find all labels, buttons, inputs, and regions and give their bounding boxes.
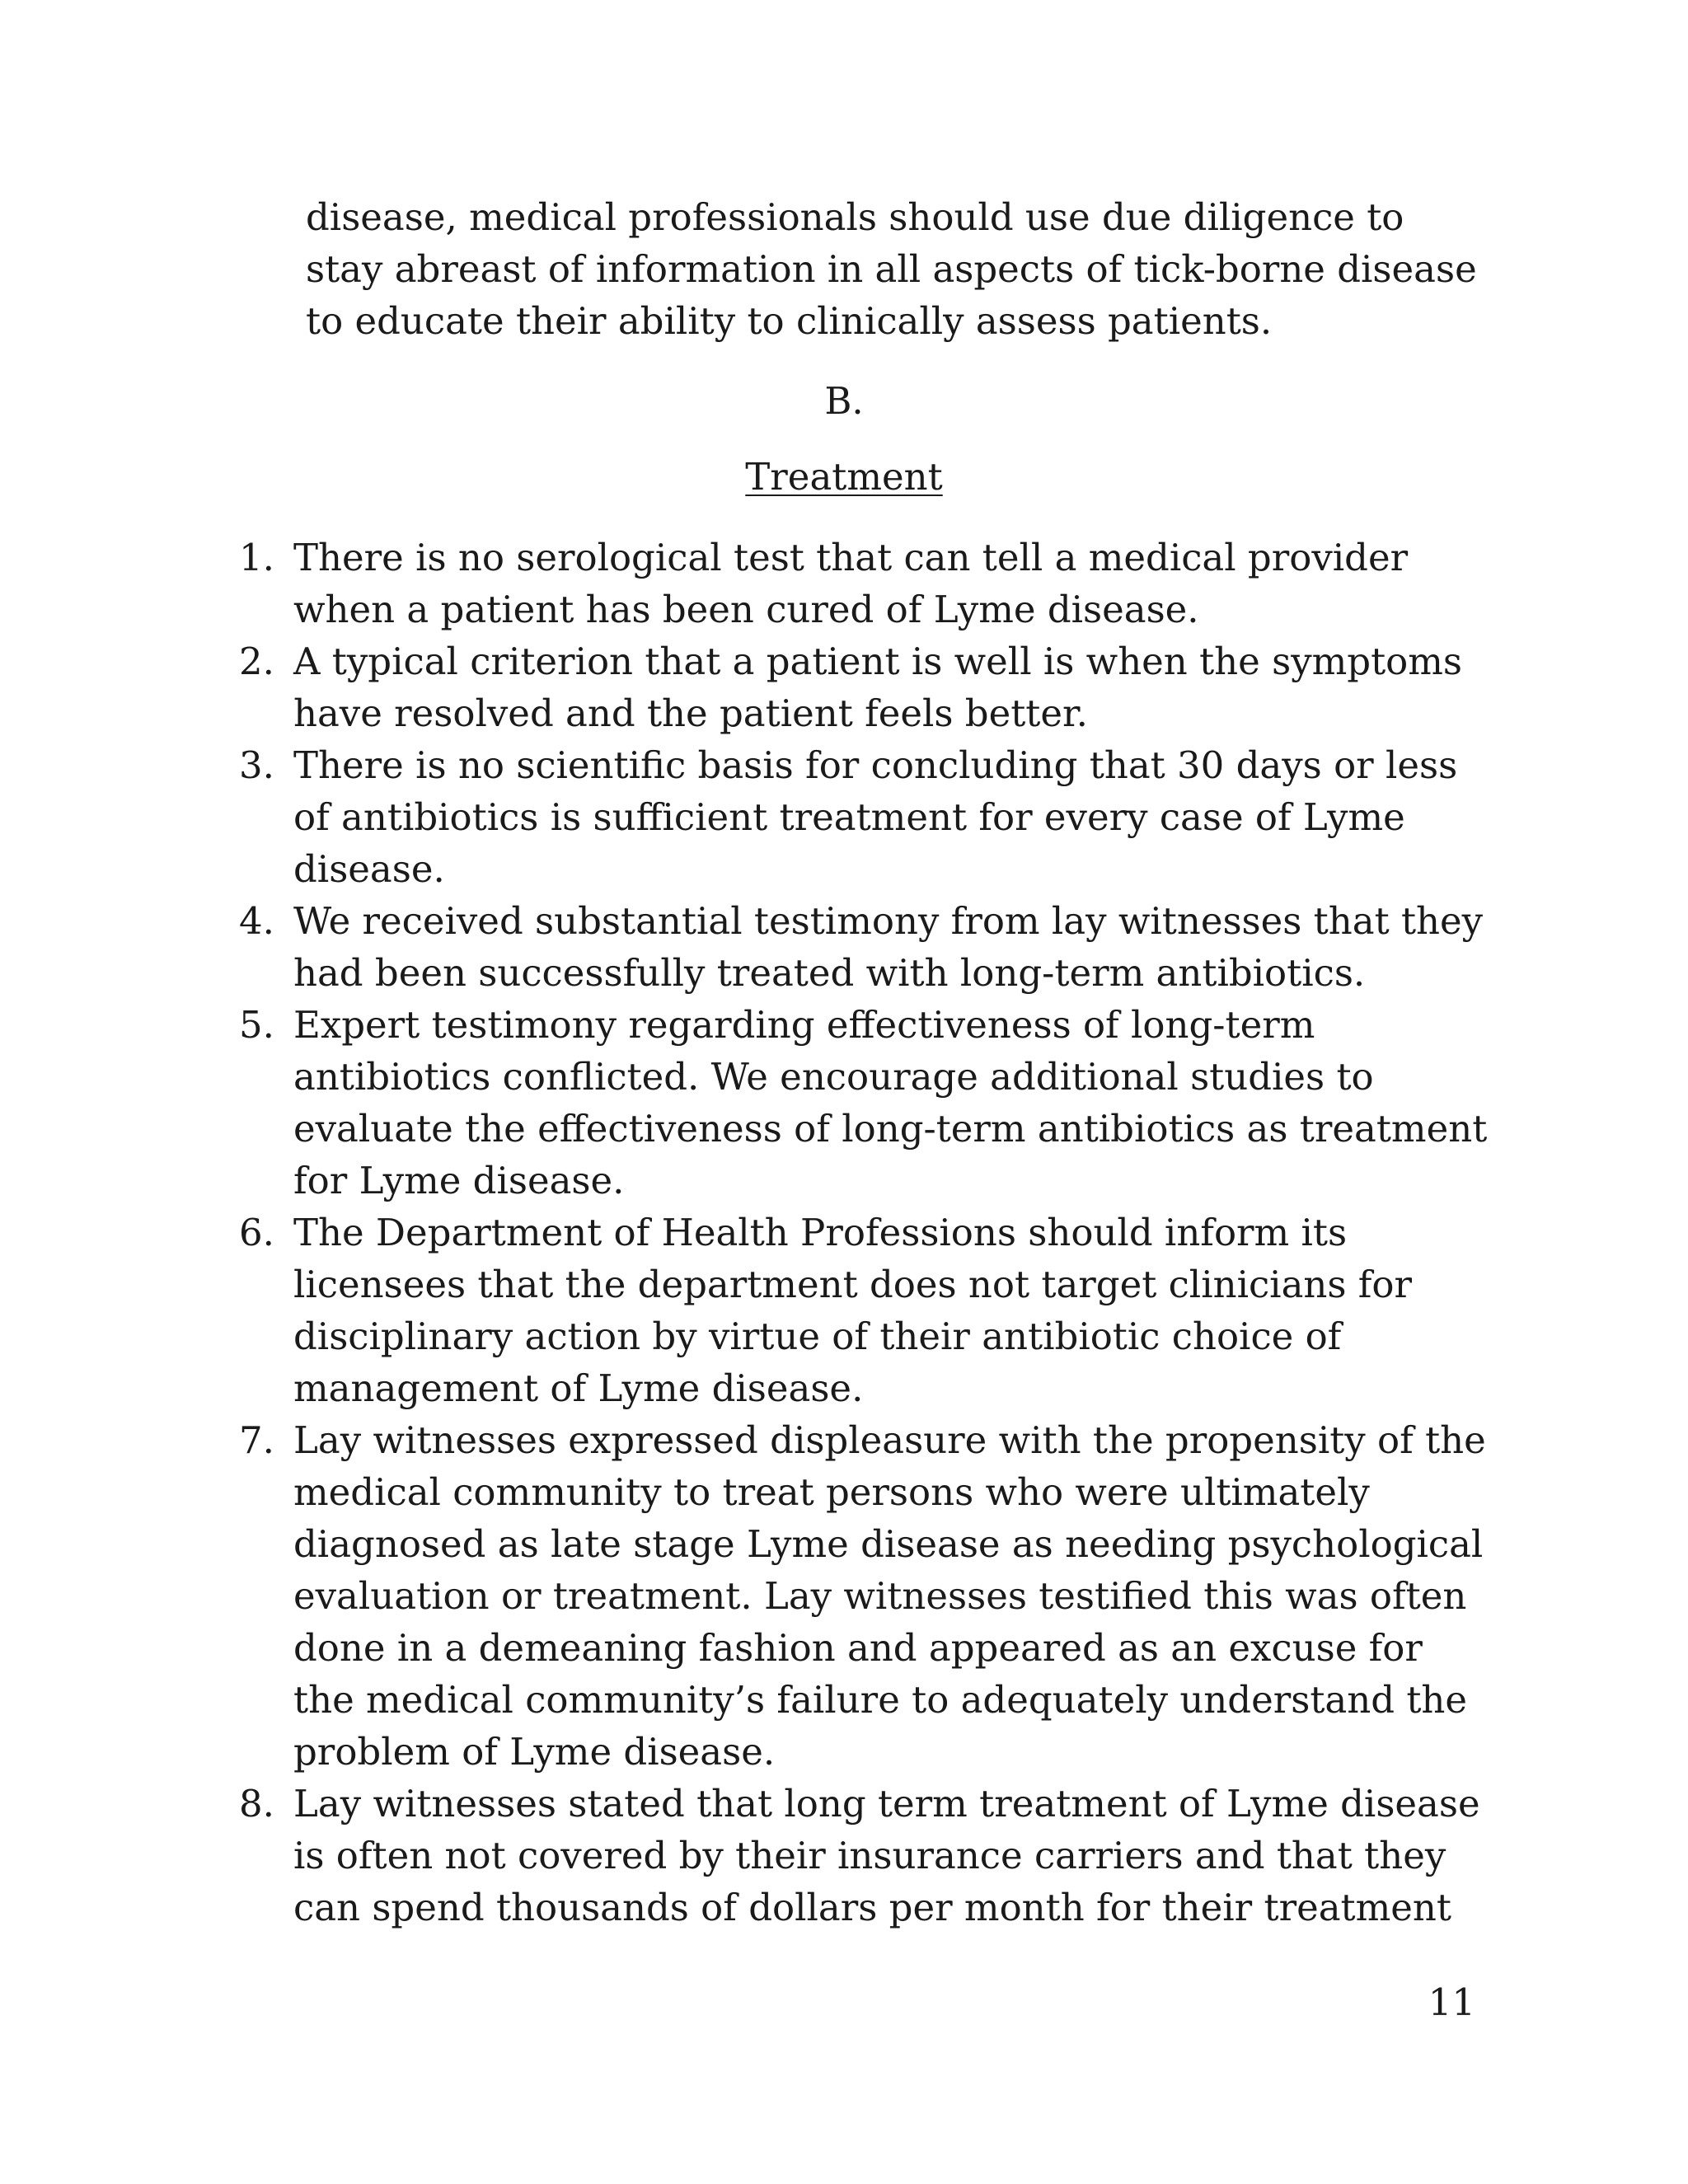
finding-text: Expert testimony regarding effectiveness of long-term antibiotics conflicted. We encourage additional studies to evaluate the effectiveness of long-term antibiotics as treatment for Lyme disease. [293, 1003, 1488, 1202]
finding-text: We received substantial testimony from lay witnesses that they had been successfully treated with long-term antibiotics. [293, 899, 1484, 995]
section-title: Treatment [745, 455, 943, 499]
finding-item [239, 1414, 1500, 1778]
finding-text: There is no scientific basis for concluding that 30 days or less of antibiotics is sufficient treatment for every case of Lyme disease. [293, 743, 1458, 891]
finding-item [239, 895, 1500, 999]
finding-number: 6. [239, 1211, 274, 1254]
intro-paragraph: disease, medical professionals should use due diligence to stay abreast of information in all aspects of tick-borne disease to educate their ability to clinically assess patients. [306, 195, 1477, 343]
section-letter: B. [824, 379, 864, 423]
finding-item [239, 532, 1500, 635]
finding-text: The Department of Health Professions should inform its licensees that the department does not target clinicians for disciplinary action by virtue of their antibiotic choice of management of Lyme disease. [293, 1211, 1413, 1410]
findings-list [239, 532, 1500, 1933]
finding-number: 3. [239, 743, 274, 787]
finding-number: 7. [239, 1418, 274, 1462]
finding-text: There is no serological test that can tell a medical provider when a patient has been cured of Lyme disease. [293, 536, 1409, 631]
finding-item [239, 1207, 1500, 1414]
finding-number: 8. [239, 1782, 274, 1825]
finding-text: Lay witnesses expressed displeasure with the propensity of the medical community to treat persons who were ultimately diagnosed as late stage Lyme disease as needing psychological evaluation or treatment. Lay witnesses testified this was often done in a demeaning fashion and appeared as an excuse for the medical community’s failure to adequately understand the problem of Lyme disease. [293, 1418, 1486, 1774]
finding-number: 1. [239, 536, 274, 579]
finding-item [239, 1778, 1500, 1933]
finding-number: 4. [239, 899, 274, 943]
finding-item [239, 739, 1500, 895]
finding-text: A typical criterion that a patient is well is when the symptoms have resolved and the patient feels better. [293, 640, 1463, 735]
finding-item [239, 635, 1500, 739]
finding-number: 5. [239, 1003, 274, 1047]
finding-item [239, 999, 1500, 1207]
finding-text: Lay witnesses stated that long term treatment of Lyme disease is often not covered by their insurance carriers and that they can spend thousands of dollars per month for their treatment [293, 1782, 1480, 1929]
finding-number: 2. [239, 640, 274, 683]
page-number: 11 [1428, 1980, 1475, 2024]
